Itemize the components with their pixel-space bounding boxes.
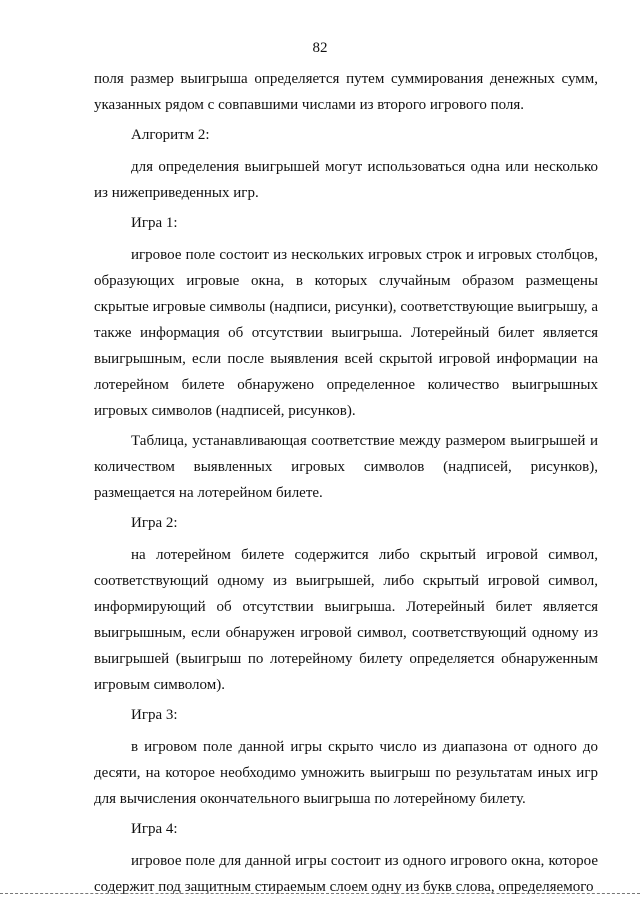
paragraph-game-3: в игровом поле данной игры скрыто число из диапазона от одного до десяти, на которое необходимо умножить выигрыш по результатам иных игр для вычисления окончательного выигрыша по лотерейному билету. — [94, 739, 598, 807]
heading-game-2: Игра 2: — [131, 515, 178, 531]
paragraph-continuation: поля размер выигрыша определяется путем суммирования денежных сумм, указанных рядом с совпавшими числами из второго игрового поля. — [94, 71, 598, 113]
bottom-divider — [0, 893, 640, 895]
page-number: 82 — [312, 40, 328, 56]
heading-algorithm-2: Алгоритм 2: — [131, 127, 210, 143]
paragraph-game-1: игровое поле состоит из нескольких игровых строк и игровых столбцов, образующих игровые окна, в которых случайным образом размещены скрытые игровые символы (надписи, рисунки), соответствующие выигрышу, а также информация об отсутствии выигрыша. Лотерейный билет является выигрышным, если после выявления всей скрытой игровой информации на лотерейном билете обнаружено определенное количество выигрышных игровых символов (надписей, рисунков). — [94, 247, 598, 419]
paragraph-game-4: игровое поле для данной игры состоит из одного игрового окна, которое содержит под защитным стираемым слоем одну из букв слова, определяемого — [94, 853, 598, 895]
heading-game-3: Игра 3: — [131, 707, 178, 723]
heading-game-1: Игра 1: — [131, 215, 178, 231]
paragraph-algorithm-2: для определения выигрышей могут использоваться одна или несколько из нижеприведенных игр. — [94, 159, 598, 201]
paragraph-game-2: на лотерейном билете содержится либо скрытый игровой символ, соответствующий одному из выигрышей, либо скрытый игровой символ, информирующий об отсутствии выигрыша. Лотерейный билет является выигрышным, если обнаружен игровой символ, соответствующий одному из выигрышей (выигрыш по лотерейному билету определяется обнаруженным игровым символом). — [94, 547, 598, 693]
heading-game-4: Игра 4: — [131, 821, 178, 837]
page-text — [94, 66, 598, 904]
paragraph-game-1-table: Таблица, устанавливающая соответствие между размером выигрышей и количеством выявленных игровых символов (надписей, рисунков), размещается на лотерейном билете. — [94, 433, 598, 501]
